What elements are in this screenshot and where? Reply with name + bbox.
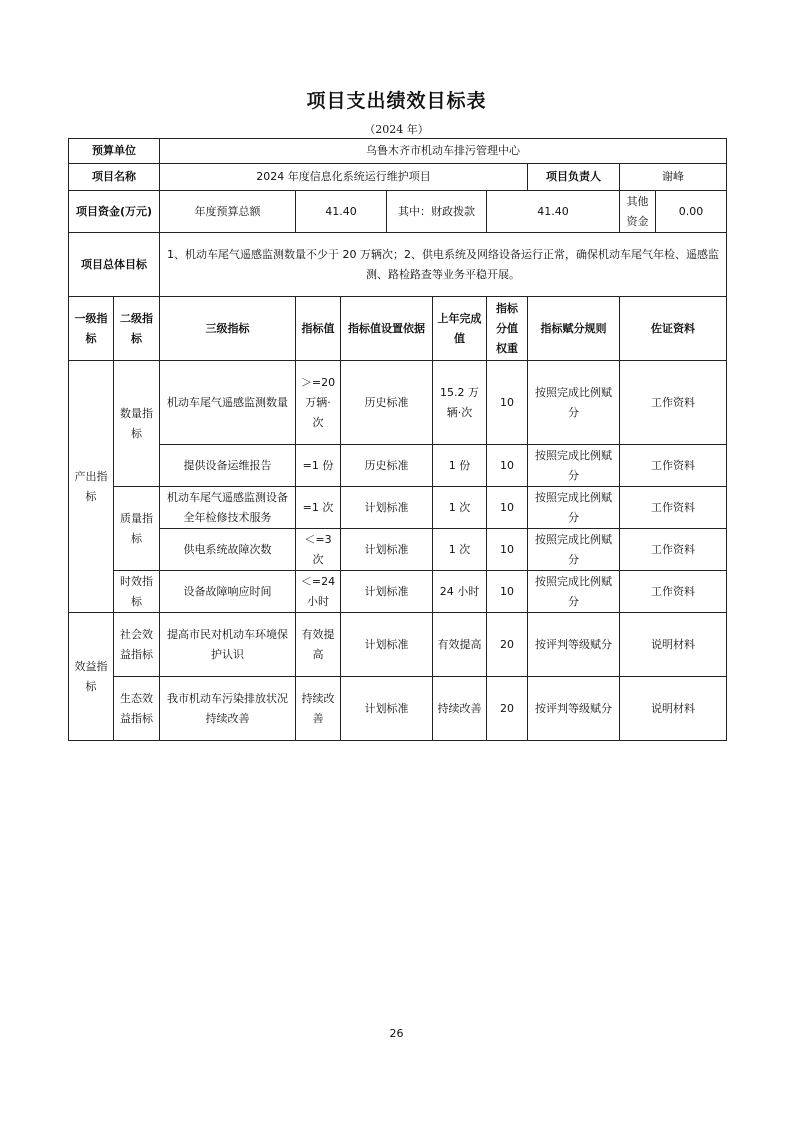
level3-indicator: 设备故障响应时间 <box>160 571 296 613</box>
prev-value: 1 份 <box>433 445 487 487</box>
name-value: 2024 年度信息化系统运行维护项目 <box>160 164 528 191</box>
goal-text: 1、机动车尾气遥感监测数量不少于 20 万辆次；2、供电系统及网络设备运行正常，确保机动车尾气年检、遥感监测、路检路查等业务平稳开展。 <box>160 233 727 297</box>
fiscal-label: 其中：财政拨款 <box>387 191 487 233</box>
scoring-rule: 按照完成比例赋分 <box>528 571 620 613</box>
leader-label: 项目负责人 <box>528 164 620 191</box>
indicator-basis: 计划标准 <box>341 487 433 529</box>
level2-quality: 质量指标 <box>114 487 160 571</box>
indicator-basis: 计划标准 <box>341 613 433 677</box>
evidence: 工作资料 <box>620 487 727 529</box>
level2-quantity: 数量指标 <box>114 361 160 487</box>
indicator-basis: 历史标准 <box>341 361 433 445</box>
fiscal-value: 41.40 <box>487 191 620 233</box>
table-row <box>69 445 727 487</box>
indicator-weight: 20 <box>487 613 528 677</box>
indicator-weight: 10 <box>487 445 528 487</box>
level2-social: 社会效益指标 <box>114 613 160 677</box>
evidence: 说明材料 <box>620 677 727 741</box>
scoring-rule: 按评判等级赋分 <box>528 677 620 741</box>
col-basis: 指标值设置依据 <box>341 297 433 361</box>
level3-indicator: 供电系统故障次数 <box>160 529 296 571</box>
level1-output: 产出指标 <box>69 361 114 613</box>
col-level2: 二级指标 <box>114 297 160 361</box>
col-weight: 指标分值权重 <box>487 297 528 361</box>
evidence: 工作资料 <box>620 529 727 571</box>
indicator-weight: 10 <box>487 571 528 613</box>
col-evidence: 佐证资料 <box>620 297 727 361</box>
prev-value: 1 次 <box>433 529 487 571</box>
indicator-weight: 20 <box>487 677 528 741</box>
indicator-value: 持续改善 <box>296 677 341 741</box>
scoring-rule: 按照完成比例赋分 <box>528 361 620 445</box>
page-number: 26 <box>389 1027 404 1040</box>
table-row <box>69 361 727 445</box>
level3-indicator: 机动车尾气遥感监测设备全年检修技术服务 <box>160 487 296 529</box>
unit-value: 乌鲁木齐市机动车排污管理中心 <box>160 139 727 164</box>
indicator-basis: 计划标准 <box>341 529 433 571</box>
evidence: 工作资料 <box>620 571 727 613</box>
indicator-basis: 计划标准 <box>341 677 433 741</box>
indicator-value: ＜=24 小时 <box>296 571 341 613</box>
performance-table <box>68 138 727 741</box>
other-fund-label: 其他资金 <box>620 191 656 233</box>
unit-label: 预算单位 <box>69 139 160 164</box>
indicator-value: ＞=20 万辆·次 <box>296 361 341 445</box>
prev-value: 24 小时 <box>433 571 487 613</box>
indicator-weight: 10 <box>487 529 528 571</box>
col-prev: 上年完成值 <box>433 297 487 361</box>
col-value: 指标值 <box>296 297 341 361</box>
indicator-basis: 计划标准 <box>341 571 433 613</box>
level1-benefit: 效益指标 <box>69 613 114 741</box>
indicator-value: ＜=3 次 <box>296 529 341 571</box>
table-row <box>69 487 727 529</box>
prev-value: 有效提高 <box>433 613 487 677</box>
scoring-rule: 按照完成比例赋分 <box>528 487 620 529</box>
name-label: 项目名称 <box>69 164 160 191</box>
prev-value: 持续改善 <box>433 677 487 741</box>
table-row <box>69 613 727 677</box>
fund-label: 项目资金(万元) <box>69 191 160 233</box>
level3-indicator: 我市机动车污染排放状况持续改善 <box>160 677 296 741</box>
level2-ecological: 生态效益指标 <box>114 677 160 741</box>
col-level3: 三级指标 <box>160 297 296 361</box>
table-row <box>69 571 727 613</box>
col-rule: 指标赋分规则 <box>528 297 620 361</box>
level3-indicator: 机动车尾气遥感监测数量 <box>160 361 296 445</box>
scoring-rule: 按评判等级赋分 <box>528 613 620 677</box>
goal-label: 项目总体目标 <box>69 233 160 297</box>
year-label: （2024 年） <box>364 123 429 136</box>
indicator-value: 有效提高 <box>296 613 341 677</box>
annual-budget-label: 年度预算总额 <box>160 191 296 233</box>
level3-indicator: 提供设备运维报告 <box>160 445 296 487</box>
evidence: 说明材料 <box>620 613 727 677</box>
prev-value: 1 次 <box>433 487 487 529</box>
col-level1: 一级指标 <box>69 297 114 361</box>
page-title: 项目支出绩效目标表 <box>306 90 487 112</box>
level3-indicator: 提高市民对机动车环境保护认识 <box>160 613 296 677</box>
evidence: 工作资料 <box>620 361 727 445</box>
annual-budget-value: 41.40 <box>296 191 387 233</box>
table-row <box>69 677 727 741</box>
level2-timeliness: 时效指标 <box>114 571 160 613</box>
evidence: 工作资料 <box>620 445 727 487</box>
indicator-weight: 10 <box>487 487 528 529</box>
prev-value: 15.2 万辆·次 <box>433 361 487 445</box>
other-fund-value: 0.00 <box>656 191 727 233</box>
indicator-value: =1 次 <box>296 487 341 529</box>
indicator-value: =1 份 <box>296 445 341 487</box>
scoring-rule: 按照完成比例赋分 <box>528 445 620 487</box>
leader-value: 谢峰 <box>620 164 727 191</box>
indicator-weight: 10 <box>487 361 528 445</box>
table-row <box>69 529 727 571</box>
scoring-rule: 按照完成比例赋分 <box>528 529 620 571</box>
indicator-basis: 历史标准 <box>341 445 433 487</box>
